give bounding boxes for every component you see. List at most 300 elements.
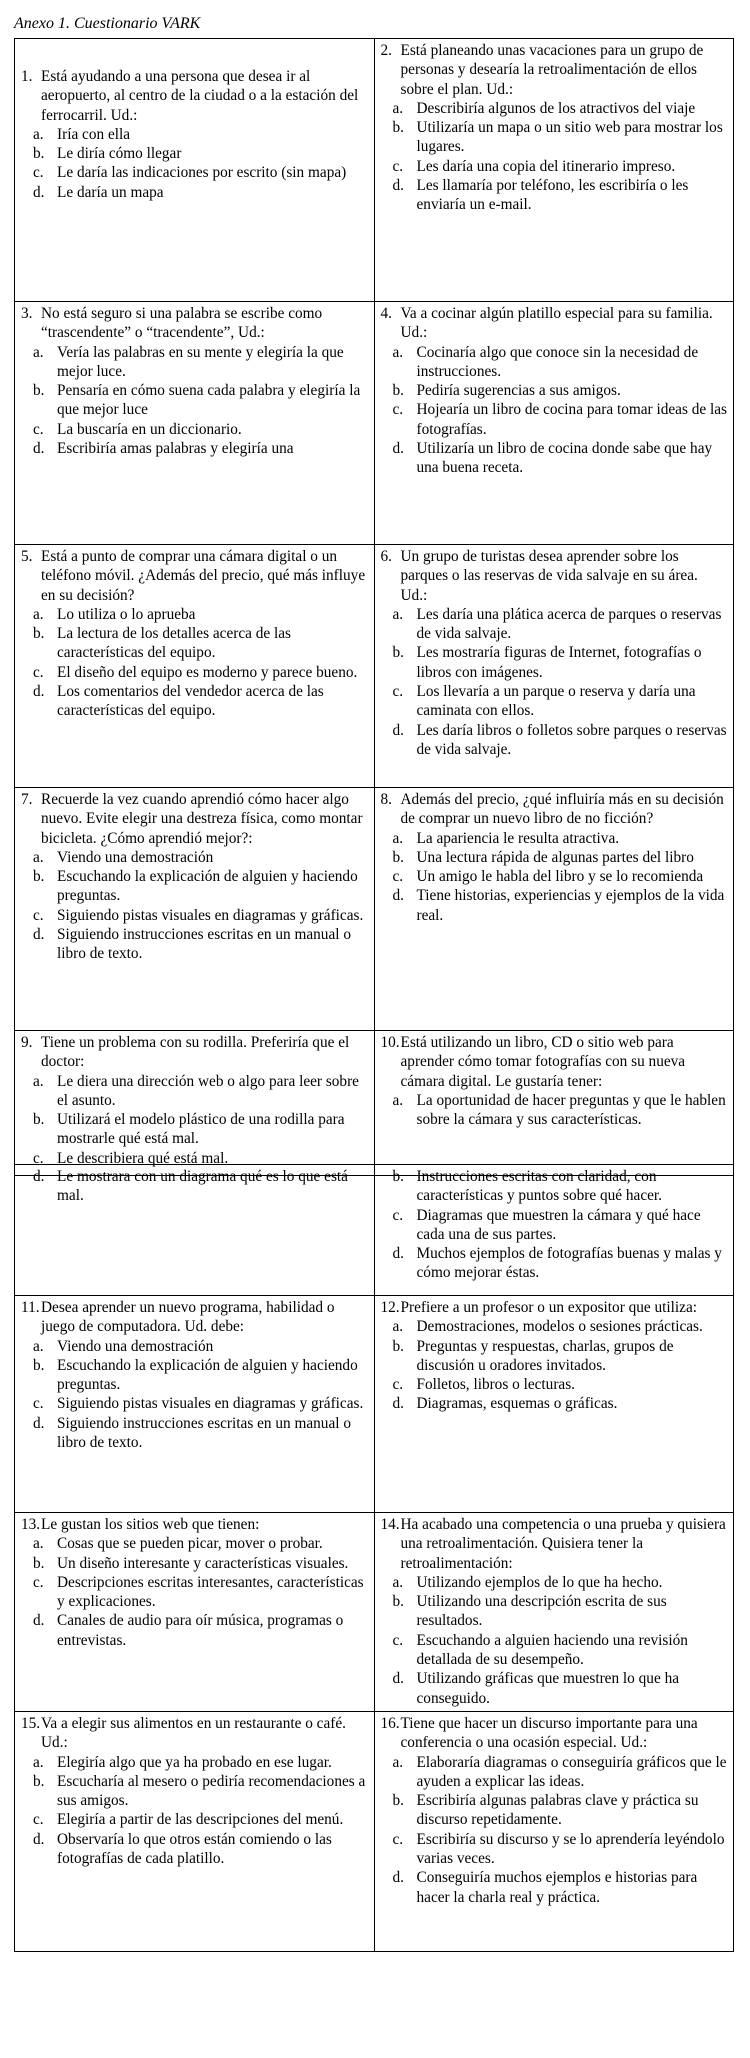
option-text: Siguiendo instrucciones escritas en un manual o libro de texto. (57, 1414, 351, 1452)
option-text: Elegiría a partir de las descripciones del menú. (57, 1811, 344, 1829)
option-list (21, 1753, 368, 1869)
question-number: 16. (380, 1715, 400, 1732)
option-text: Escuchando la explicación de alguien y haciendo preguntas. (57, 868, 358, 905)
question-block (15, 545, 374, 723)
option-item (21, 1356, 368, 1395)
question-stem (21, 1033, 368, 1072)
option-text: Viendo una demostración (57, 848, 214, 866)
option-text: Siguiendo pistas visuales en diagramas y gráficas. (57, 1395, 364, 1413)
question-block (375, 1165, 734, 1285)
option-list (381, 99, 728, 215)
option-text: Elaboraría diagramas o conseguiría gráficos que le ayuden a explicar las ideas. (416, 1753, 727, 1790)
question-stem (381, 41, 728, 99)
option-text: Iría con ella (57, 125, 131, 143)
option-item (381, 682, 728, 721)
option-item (21, 1534, 368, 1553)
option-text: Utilizaría un libro de cocina donde sabe que hay una buena receta. (416, 440, 713, 477)
question-row (15, 545, 734, 788)
option-letter: b. (392, 1593, 404, 1611)
option-item (381, 118, 728, 157)
question-text: Ha acabado una competencia o una prueba y quisiera una retroalimentación. Quisiera tener la retroalimentación: (400, 1516, 726, 1572)
option-item (381, 1830, 728, 1869)
option-text: Les mostraría figuras de Internet, fotografías o libros con imágenes. (416, 644, 702, 681)
option-item (381, 1244, 728, 1283)
question-block (15, 1031, 374, 1170)
option-list (381, 1573, 728, 1708)
question-text: Va a cocinar algún platillo especial para su familia. Ud.: (400, 305, 713, 342)
question-number: 12. (380, 1299, 400, 1316)
option-letter: d. (33, 1414, 45, 1432)
question-stem (21, 67, 368, 125)
option-item (21, 1110, 368, 1149)
option-letter: d. (392, 1670, 404, 1688)
option-list (381, 1753, 728, 1907)
question-text: Tiene un problema con su rodilla. Preferiría que el doctor: (41, 1034, 350, 1071)
option-letter: a. (392, 1318, 404, 1336)
option-item (21, 624, 368, 663)
option-item (21, 1072, 368, 1111)
option-item (381, 1631, 728, 1670)
option-letter: a. (392, 1753, 404, 1771)
option-item (381, 1091, 728, 1130)
question-stem (21, 547, 368, 605)
option-letter: d. (33, 1612, 45, 1630)
question-row (15, 1031, 734, 1176)
option-text: La apariencia le resulta atractiva. (416, 829, 620, 847)
option-item (21, 1611, 368, 1650)
question-row (15, 788, 734, 1031)
option-item (21, 1167, 368, 1206)
option-item (21, 1830, 368, 1869)
option-letter: c. (392, 157, 404, 175)
option-letter: a. (392, 1091, 404, 1109)
option-text: La oportunidad de hacer preguntas y que le hablen sobre la cámara y sus características. (416, 1091, 726, 1129)
option-item (21, 867, 368, 906)
option-letter: b. (392, 1337, 404, 1355)
option-item (21, 381, 368, 420)
option-list (21, 1167, 368, 1206)
option-item (381, 1669, 728, 1708)
option-letter: b. (33, 145, 45, 163)
question-stem (381, 1515, 728, 1573)
option-letter: c. (33, 1149, 44, 1167)
question-text: Va a elegir sus alimentos en un restaurante o café. Ud.: (41, 1715, 346, 1752)
question-block (15, 39, 374, 204)
option-text: Muchos ejemplos de fotografías buenas y malas y cómo mejorar éstas. (416, 1245, 722, 1282)
option-item (381, 1868, 728, 1907)
option-text: Los llevaría a un parque o reserva y daría una caminata con ellos. (416, 683, 696, 720)
question-cell (15, 1712, 375, 1952)
option-text: Diagramas que muestren la cámara y qué hace cada una de sus partes. (416, 1206, 701, 1243)
option-letter: a. (33, 1535, 44, 1553)
question-block (375, 1513, 734, 1710)
option-letter: d. (33, 926, 45, 944)
question-cell (15, 1031, 375, 1176)
option-item (381, 605, 728, 644)
option-letter: d. (392, 1395, 404, 1413)
question-block (15, 1513, 374, 1652)
question-block (375, 1031, 734, 1131)
option-item (21, 183, 368, 202)
question-cell (374, 39, 734, 302)
option-text: Folletos, libros o lecturas. (416, 1376, 575, 1394)
questionnaire-table-2 (14, 1164, 734, 1952)
option-letter: c. (392, 683, 404, 701)
question-stem (21, 304, 368, 343)
option-text: Elegiría algo que ya ha probado en ese lugar. (57, 1753, 332, 1771)
question-number: 5. (21, 548, 33, 565)
option-text: Utilizando gráficas que muestren lo que ha conseguido. (416, 1670, 680, 1707)
option-letter: b. (33, 1772, 45, 1790)
option-text: Descripciones escritas interesantes, características y explicaciones. (57, 1573, 364, 1611)
option-text: Describiría algunos de los atractivos del viaje (416, 99, 696, 117)
question-text: Le gustan los sitios web que tienen: (41, 1516, 260, 1533)
option-text: Siguiendo pistas visuales en diagramas y gráficas. (57, 906, 364, 924)
question-stem (21, 1714, 368, 1753)
option-item (381, 829, 728, 848)
option-item (381, 1394, 728, 1413)
option-text: Escribiría amas palabras y elegiría una (57, 440, 294, 458)
option-item (381, 867, 728, 886)
option-text: La buscaría en un diccionario. (57, 420, 242, 438)
option-item (21, 1394, 368, 1413)
option-item (381, 1573, 728, 1592)
option-letter: d. (392, 721, 404, 739)
option-item (21, 663, 368, 682)
option-letter: c. (33, 164, 44, 182)
option-letter: b. (33, 625, 45, 643)
option-letter: b. (33, 1111, 45, 1129)
option-item (381, 721, 728, 760)
option-text: Demostraciones, modelos o sesiones prácticas. (416, 1318, 703, 1336)
option-list (381, 829, 728, 925)
question-number: 11. (21, 1299, 40, 1316)
option-list (381, 1167, 728, 1283)
option-list (381, 605, 728, 759)
question-stem (21, 790, 368, 848)
option-letter: b. (33, 382, 45, 400)
question-row (15, 1712, 734, 1952)
option-letter: a. (392, 829, 404, 847)
option-item (381, 157, 728, 176)
question-text: Además del precio, ¿qué influiría más en su decisión de comprar un nuevo libro de no ficción? (400, 791, 724, 828)
question-cell (374, 545, 734, 788)
option-item (381, 1375, 728, 1394)
option-letter: d. (392, 1869, 404, 1887)
option-list (21, 1534, 368, 1650)
question-number: 10. (380, 1034, 400, 1051)
question-text: Prefiere a un profesor o un expositor que utiliza: (400, 1299, 697, 1316)
option-item (21, 925, 368, 964)
option-letter: b. (392, 119, 404, 137)
option-letter: c. (392, 868, 404, 886)
question-stem (381, 1033, 728, 1091)
option-text: Diagramas, esquemas o gráficas. (416, 1395, 618, 1413)
option-letter: b. (33, 1554, 45, 1572)
question-cell (374, 1712, 734, 1952)
option-letter: a. (33, 125, 44, 143)
option-item (381, 99, 728, 118)
question-cell (374, 1031, 734, 1176)
question-block (375, 39, 734, 217)
option-letter: a. (33, 1337, 44, 1355)
option-list (21, 605, 368, 721)
option-text: Utilizando ejemplos de lo que ha hecho. (416, 1573, 663, 1591)
option-text: Observaría lo que otros están comiendo o las fotografías de cada platillo. (57, 1830, 332, 1868)
option-text: Viendo una demostración (57, 1337, 214, 1355)
option-letter: b. (33, 868, 45, 886)
option-letter: d. (392, 887, 404, 905)
question-number: 8. (380, 791, 392, 808)
question-text: Un grupo de turistas desea aprender sobre los parques o las reservas de vida salvaje en su área. Ud.: (400, 548, 698, 604)
option-letter: c. (33, 420, 44, 438)
option-item (381, 1791, 728, 1830)
question-text: Desea aprender un nuevo programa, habilidad o juego de computadora. Ud. debe: (41, 1299, 335, 1336)
option-letter: c. (33, 663, 44, 681)
question-number: 2. (380, 42, 392, 59)
option-letter: b. (392, 644, 404, 662)
option-text: Le daría las indicaciones por escrito (sin mapa) (57, 164, 347, 182)
option-text: Le diera una dirección web o algo para leer sobre el asunto. (57, 1072, 359, 1109)
option-item (21, 1772, 368, 1811)
option-text: Cosas que se pueden picar, mover o probar. (57, 1535, 323, 1553)
option-letter: a. (392, 1573, 404, 1591)
option-letter: a. (33, 605, 44, 623)
option-text: Hojearía un libro de cocina para tomar ideas de las fotografías. (416, 401, 727, 438)
option-text: Utilizando una descripción escrita de sus resultados. (416, 1593, 667, 1630)
option-text: Le diría cómo llegar (57, 145, 182, 163)
option-list (21, 1072, 368, 1168)
option-text: Les daría una copia del itinerario impreso. (416, 157, 676, 175)
question-number: 13. (21, 1516, 41, 1533)
option-item (21, 906, 368, 925)
question-cell (15, 1165, 375, 1296)
question-stem (381, 547, 728, 605)
option-item (21, 682, 368, 721)
question-block (15, 1296, 374, 1454)
option-letter: a. (33, 343, 44, 361)
option-text: Utilizará el modelo plástico de una rodilla para mostrarle qué está mal. (57, 1111, 345, 1148)
question-text: No está seguro si una palabra se escribe como “trascendente” o “tracendente”, Ud.: (41, 305, 323, 342)
option-letter: d. (33, 183, 45, 201)
option-item (21, 1337, 368, 1356)
option-letter: d. (392, 177, 404, 195)
option-letter: d. (33, 1168, 45, 1185)
option-item (21, 848, 368, 867)
question-block (15, 1165, 374, 1208)
option-letter: d. (392, 440, 404, 458)
option-text: Escribiría algunas palabras clave y práctica su discurso repetidamente. (416, 1792, 699, 1829)
option-item (381, 1753, 728, 1792)
question-cell (15, 39, 375, 302)
option-item (381, 1337, 728, 1376)
question-cell (374, 788, 734, 1031)
option-item (381, 343, 728, 382)
question-stem (381, 790, 728, 829)
option-letter: a. (33, 1072, 44, 1090)
question-cell (15, 788, 375, 1031)
option-item (21, 1810, 368, 1829)
question-text: Está planeando unas vacaciones para un grupo de personas y desearía la retroalimentación de ellos sobre el plan. Ud.: (400, 42, 704, 98)
option-list (21, 125, 368, 202)
option-item (381, 400, 728, 439)
option-text: Utilizaría un mapa o un sitio web para mostrar los lugares. (416, 119, 723, 156)
option-list (381, 343, 728, 478)
option-letter: d. (33, 440, 45, 458)
option-list (21, 1337, 368, 1453)
option-text: Canales de audio para oír música, programas o entrevistas. (57, 1612, 344, 1649)
option-text: Un diseño interesante y características visuales. (57, 1554, 349, 1572)
option-letter: a. (392, 343, 404, 361)
option-item (21, 605, 368, 624)
annex-title: Anexo 1. Cuestionario VARK (14, 15, 201, 32)
question-stem (381, 1298, 728, 1317)
question-number: 14. (380, 1516, 400, 1533)
question-number: 3. (21, 305, 33, 322)
question-block (375, 302, 734, 480)
option-text: La lectura de los detalles acerca de las características del equipo. (57, 625, 291, 662)
question-cell (15, 1296, 375, 1513)
question-cell (374, 302, 734, 545)
option-text: Preguntas y respuestas, charlas, grupos de discusión u oradores invitados. (416, 1337, 674, 1374)
option-text: Escuchando a alguien haciendo una revisión detallada de su desempeño. (416, 1631, 688, 1669)
option-list (381, 1091, 728, 1130)
question-number: 7. (21, 791, 33, 808)
question-text: Recuerde la vez cuando aprendió cómo hacer algo nuevo. Evite elegir una destreza física, como montar bicicleta. ¿Cómo aprendió mejor?: (41, 791, 363, 847)
question-block (375, 1296, 734, 1416)
option-letter: c. (33, 1811, 44, 1829)
question-cell (15, 1513, 375, 1712)
option-text: Le mostrara con un diagrama qué es lo que está mal. (57, 1168, 348, 1205)
question-stem (21, 1515, 368, 1534)
question-stem (381, 1714, 728, 1753)
option-text: Conseguiría muchos ejemplos e historias para hacer la charla real y práctica. (416, 1869, 698, 1906)
option-letter: d. (392, 1245, 404, 1263)
option-list (21, 343, 368, 459)
question-block (375, 788, 734, 927)
option-text: Un amigo le habla del libro y se lo recomienda (416, 868, 704, 886)
option-text: Lo utiliza o lo aprueba (57, 605, 196, 623)
option-letter: b. (392, 1792, 404, 1810)
question-block (375, 1712, 734, 1909)
option-letter: b. (392, 382, 404, 400)
question-stem (381, 304, 728, 343)
option-item (21, 1554, 368, 1573)
option-text: Les llamaría por teléfono, les escribiría o les enviaría un e-mail. (416, 177, 689, 214)
question-text: Está a punto de comprar una cámara digital o un teléfono móvil. ¿Además del precio, qué más influye en su decisión? (41, 548, 366, 604)
table-body (15, 39, 734, 1176)
option-item (21, 163, 368, 182)
question-row (15, 1296, 734, 1513)
option-item (381, 886, 728, 925)
option-item (21, 144, 368, 163)
option-item (21, 1414, 368, 1453)
question-text: Tiene que hacer un discurso importante para una conferencia o una ocasión especial. Ud.: (400, 1715, 698, 1752)
option-item (21, 125, 368, 144)
option-letter: a. (33, 848, 44, 866)
question-number: 9. (21, 1034, 33, 1051)
question-row (15, 1165, 734, 1296)
option-text: Les daría una plática acerca de parques o reservas de vida salvaje. (416, 605, 722, 643)
question-cell (374, 1165, 734, 1296)
option-letter: c. (33, 906, 44, 924)
question-number: 1. (21, 68, 33, 85)
option-text: Pediría sugerencias a sus amigos. (416, 382, 621, 400)
option-item (21, 420, 368, 439)
question-block (15, 302, 374, 460)
option-letter: b. (33, 1356, 45, 1374)
questionnaire-table-1 (14, 38, 734, 1176)
question-stem (21, 1298, 368, 1337)
option-item (21, 343, 368, 382)
option-text: Escuchando la explicación de alguien y haciendo preguntas. (57, 1356, 358, 1394)
option-text: Una lectura rápida de algunas partes del libro (416, 848, 694, 866)
option-item (21, 439, 368, 458)
question-number: 6. (380, 548, 392, 565)
option-text: Le describiera qué está mal. (57, 1149, 229, 1167)
option-letter: c. (392, 1830, 404, 1848)
option-letter: a. (392, 99, 404, 117)
question-row (15, 39, 734, 302)
option-item (381, 1592, 728, 1631)
option-letter: b. (392, 848, 404, 866)
table-body (15, 1165, 734, 1952)
option-list (381, 1317, 728, 1413)
question-text: Está ayudando a una persona que desea ir al aeropuerto, al centro de la ciudad o a la estación del ferrocarril. Ud.: (41, 68, 359, 124)
option-letter: d. (33, 683, 45, 701)
question-number: 15. (21, 1715, 41, 1732)
option-text: Los comentarios del vendedor acerca de las características del equipo. (57, 683, 324, 720)
option-item (21, 1753, 368, 1772)
question-block (375, 545, 734, 761)
question-text: Está utilizando un libro, CD o sitio web para aprender cómo tomar fotografías con su nueva cámara digital. Le gustaría tener: (400, 1034, 686, 1090)
option-text: Tiene historias, experiencias y ejemplos de la vida real. (416, 887, 725, 924)
question-cell (15, 302, 375, 545)
option-letter: c. (392, 1376, 404, 1394)
option-letter: a. (392, 605, 404, 623)
question-block (15, 1712, 374, 1870)
option-letter: c. (33, 1573, 44, 1591)
option-letter: a. (33, 1753, 44, 1771)
option-text: El diseño del equipo es moderno y parece bueno. (57, 663, 358, 681)
question-row (15, 1513, 734, 1712)
option-letter: c. (33, 1395, 44, 1413)
question-block (15, 788, 374, 966)
option-letter: b. (392, 1168, 404, 1185)
option-item (381, 381, 728, 400)
option-letter: c. (392, 401, 404, 419)
option-item (381, 643, 728, 682)
option-text: Escucharía al mesero o pediría recomendaciones a sus amigos. (57, 1772, 366, 1810)
option-letter: c. (392, 1206, 404, 1224)
option-text: Vería las palabras en su mente y elegiría la que mejor luce. (57, 343, 344, 380)
question-row (15, 302, 734, 545)
option-list (21, 848, 368, 964)
option-text: Les daría libros o folletos sobre parques o reservas de vida salvaje. (416, 721, 727, 758)
option-text: Siguiendo instrucciones escritas en un manual o libro de texto. (57, 926, 351, 963)
option-item (381, 848, 728, 867)
option-text: Pensaría en cómo suena cada palabra y elegiría la que mejor luce (57, 382, 361, 419)
question-number: 4. (380, 305, 392, 322)
option-text: Escribiría su discurso y se lo aprendería leyéndolo varias veces. (416, 1830, 725, 1868)
option-item (381, 1206, 728, 1245)
option-item (381, 1167, 728, 1206)
option-letter: c. (392, 1631, 404, 1649)
option-item (21, 1573, 368, 1612)
question-cell (374, 1296, 734, 1513)
option-text: Le daría un mapa (57, 183, 164, 201)
question-cell (15, 545, 375, 788)
